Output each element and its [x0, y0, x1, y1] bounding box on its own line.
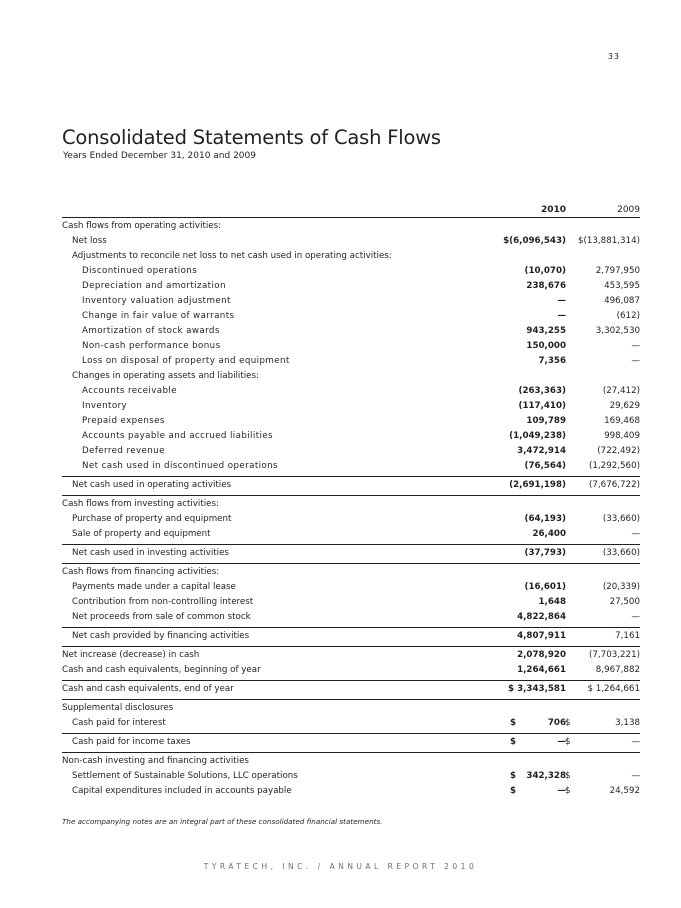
table-row [62, 413, 640, 428]
value-2009: 2,797,950 [595, 266, 640, 276]
value-2010: — [557, 311, 566, 321]
row-label: Contribution from non-controlling interest [72, 597, 254, 607]
row-label: Non-cash performance bonus [82, 341, 221, 351]
row-label: Adjustments to reconcile net loss to net cash used in operating activities: [72, 251, 392, 261]
table-row [62, 248, 640, 263]
currency-symbol-2010: $ [510, 771, 517, 781]
row-label: Capital expenditures included in accounts payable [72, 786, 292, 796]
currency-symbol-2009: $ [565, 737, 571, 747]
value-2010: 4,822,864 [517, 612, 566, 622]
value-2010: 7,356 [538, 356, 566, 366]
currency-symbol-2009: $ [565, 786, 571, 796]
value-2009: (7,676,722) [589, 480, 640, 490]
value-2009: 24,592 [609, 786, 640, 796]
row-label: Loss on disposal of property and equipment [82, 356, 290, 366]
value-2010: — [557, 737, 566, 747]
value-2010: (64,193) [524, 514, 566, 524]
value-2009: 29,629 [609, 401, 640, 411]
row-label: Sale of property and equipment [72, 529, 211, 539]
table-row [62, 627, 640, 643]
table-row [62, 308, 640, 323]
value-2009: (1,292,560) [589, 461, 640, 471]
value-2010: 943,255 [526, 326, 566, 336]
row-label: Cash and cash equivalents, end of year [62, 684, 234, 694]
currency-symbol-2010: $ [510, 786, 517, 796]
table-row [62, 662, 640, 677]
currency-symbol-2009: $ [565, 771, 571, 781]
value-2009: (722,492) [597, 446, 640, 456]
row-label: Inventory [82, 401, 128, 411]
row-label: Change in fair value of warrants [82, 311, 235, 321]
page-footer: TYRATECH, INC. / ANNUAL REPORT 2010 [203, 862, 478, 871]
currency-symbol-2009: $ [565, 718, 571, 728]
table-row [62, 699, 640, 715]
value-2009: 7,161 [615, 631, 640, 641]
value-2009: (7,703,221) [589, 650, 640, 660]
row-label: Net proceeds from sale of common stock [72, 612, 251, 622]
row-label: Prepaid expenses [82, 416, 165, 426]
value-2009: $ 1,264,661 [587, 684, 640, 694]
table-row [62, 752, 640, 768]
column-header-2009: 2009 [617, 205, 640, 215]
table-row [62, 263, 640, 278]
value-2010: (2,691,198) [509, 480, 566, 490]
currency-symbol-2010: $ [510, 737, 517, 747]
value-2010: 3,472,914 [517, 446, 566, 456]
value-2010: (10,070) [524, 266, 566, 276]
row-label: Depreciation and amortization [82, 281, 226, 291]
table-row [62, 398, 640, 413]
row-label: Non-cash investing and financing activities [62, 756, 249, 766]
table-row [62, 733, 640, 749]
row-label: Net cash used in investing activities [72, 548, 229, 558]
value-2010: — [557, 296, 566, 306]
value-2009: 27,500 [609, 597, 640, 607]
value-2009: — [631, 529, 640, 539]
row-label: Changes in operating assets and liabilities: [72, 371, 259, 381]
row-label: Net cash used in discontinued operations [82, 461, 278, 471]
row-label: Amortization of stock awards [82, 326, 220, 336]
value-2009: (27,412) [602, 386, 640, 396]
value-2009: 8,967,882 [595, 665, 640, 675]
table-row [62, 646, 640, 662]
value-2010: 1,264,661 [517, 665, 566, 675]
row-label: Cash flows from financing activities: [62, 567, 220, 577]
row-label: Cash paid for interest [72, 718, 166, 728]
value-2010: 4,807,911 [517, 631, 566, 641]
page-subtitle: Years Ended December 31, 2010 and 2009 [63, 151, 256, 161]
page-number: 33 [607, 52, 620, 61]
row-label: Supplemental disclosures [62, 703, 174, 713]
table-row [62, 680, 640, 696]
table-row [62, 511, 640, 526]
table-row [62, 715, 640, 730]
value-2010: 342,328 [526, 771, 566, 781]
table-row [62, 594, 640, 609]
row-label: Cash flows from investing activities: [62, 499, 219, 509]
table-row [62, 353, 640, 368]
table-row [62, 368, 640, 383]
value-2010: (117,410) [518, 401, 566, 411]
row-label: Settlement of Sustainable Solutions, LLC operations [72, 771, 298, 781]
table-row [62, 458, 640, 473]
footnote: The accompanying notes are an integral part of these consolidated financial statements. [62, 817, 383, 826]
value-2010: 109,789 [526, 416, 566, 426]
value-2009: 998,409 [604, 431, 640, 441]
row-label: Payments made under a capital lease [72, 582, 236, 592]
value-2009: 3,138 [615, 718, 640, 728]
value-2009: $(13,881,314) [577, 236, 640, 246]
value-2010: $(6,096,543) [503, 236, 566, 246]
row-label: Deferred revenue [82, 446, 165, 456]
value-2010: 26,400 [532, 529, 566, 539]
table-row [62, 526, 640, 541]
row-label: Net loss [72, 236, 107, 246]
value-2009: 169,468 [604, 416, 640, 426]
row-label: Net increase (decrease) in cash [62, 650, 200, 660]
value-2010: — [557, 786, 566, 796]
value-2009: (612) [616, 311, 640, 321]
table-row [62, 218, 640, 233]
value-2009: 3,302,530 [595, 326, 640, 336]
value-2010: 150,000 [526, 341, 566, 351]
row-label: Inventory valuation adjustment [82, 296, 231, 306]
row-label: Accounts receivable [82, 386, 177, 396]
value-2009: — [631, 356, 640, 366]
table-row [62, 579, 640, 594]
row-label: Net cash provided by financing activities [72, 631, 250, 641]
value-2010: (37,793) [524, 548, 566, 558]
value-2010: (263,363) [518, 386, 566, 396]
table-row [62, 383, 640, 398]
row-label: Net cash used in operating activities [72, 480, 232, 490]
row-label: Cash flows from operating activities: [62, 221, 222, 231]
page-title: Consolidated Statements of Cash Flows [62, 126, 441, 149]
table-row [62, 428, 640, 443]
table-row [62, 338, 640, 353]
cash-flow-table [62, 218, 640, 798]
row-label: Discontinued operations [82, 266, 198, 276]
table-row [62, 544, 640, 560]
currency-symbol-2010: $ [510, 718, 517, 728]
value-2010: (76,564) [524, 461, 566, 471]
table-row [62, 783, 640, 798]
table-row [62, 233, 640, 248]
table-row [62, 495, 640, 511]
table-row [62, 476, 640, 492]
table-row [62, 293, 640, 308]
value-2010: 1,648 [538, 597, 566, 607]
value-2009: — [631, 612, 640, 622]
column-header-2010: 2010 [540, 205, 566, 215]
value-2010: (1,049,238) [509, 431, 566, 441]
row-label: Purchase of property and equipment [72, 514, 232, 524]
table-row [62, 278, 640, 293]
table-row [62, 323, 640, 338]
table-row [62, 563, 640, 579]
value-2009: — [631, 771, 640, 781]
row-label: Cash and cash equivalents, beginning of year [62, 665, 261, 675]
table-row [62, 768, 640, 783]
value-2009: (20,339) [602, 582, 640, 592]
row-label: Accounts payable and accrued liabilities [82, 431, 273, 441]
value-2009: (33,660) [602, 514, 640, 524]
row-label: Cash paid for income taxes [72, 737, 191, 747]
value-2009: — [631, 341, 640, 351]
value-2010: 238,676 [526, 281, 566, 291]
value-2010: $ 3,343,581 [508, 684, 566, 694]
table-row [62, 609, 640, 624]
value-2009: (33,660) [602, 548, 640, 558]
value-2009: 453,595 [604, 281, 640, 291]
table-row [62, 443, 640, 458]
value-2010: 706 [547, 718, 566, 728]
value-2009: — [631, 737, 640, 747]
value-2010: (16,601) [524, 582, 566, 592]
value-2009: 496,087 [604, 296, 640, 306]
value-2010: 2,078,920 [517, 650, 566, 660]
